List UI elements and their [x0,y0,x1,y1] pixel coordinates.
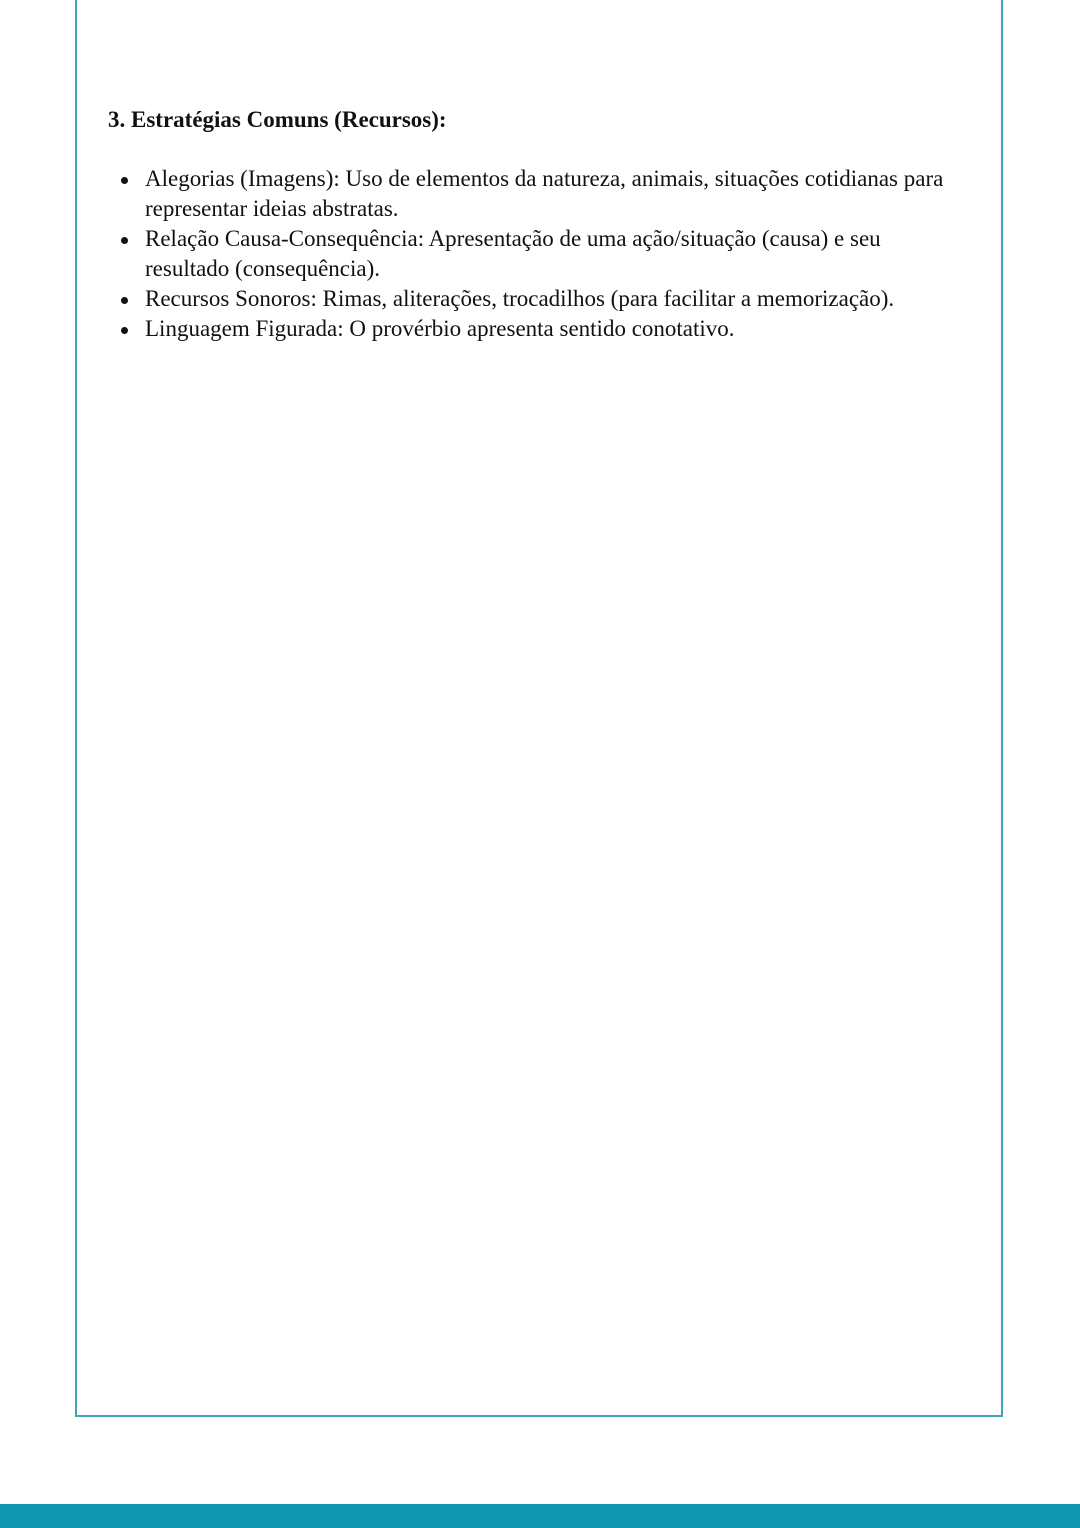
page-content [108,104,968,344]
list-item [108,164,968,224]
list-item [108,284,968,314]
list-item-text: Alegorias (Imagens): Uso de elementos da natureza, animais, situações cotidianas para representar ideias abstratas. [145,166,944,221]
list-item [108,224,968,284]
list-item-text: Recursos Sonoros: Rimas, aliterações, trocadilhos (para facilitar a memorização). [145,286,895,311]
bullet-icon [121,237,128,244]
footer-bar [0,1504,1080,1528]
bullet-icon [121,327,128,334]
list-item-text: Relação Causa-Consequência: Apresentação de uma ação/situação (causa) e seu resultado (consequência). [145,226,881,281]
bullet-icon [121,177,128,184]
strategies-list [108,164,968,344]
list-item [108,314,968,344]
section-heading: 3. Estratégias Comuns (Recursos): [108,107,447,132]
list-item-text: Linguagem Figurada: O provérbio apresenta sentido conotativo. [145,316,735,341]
bullet-icon [121,297,128,304]
